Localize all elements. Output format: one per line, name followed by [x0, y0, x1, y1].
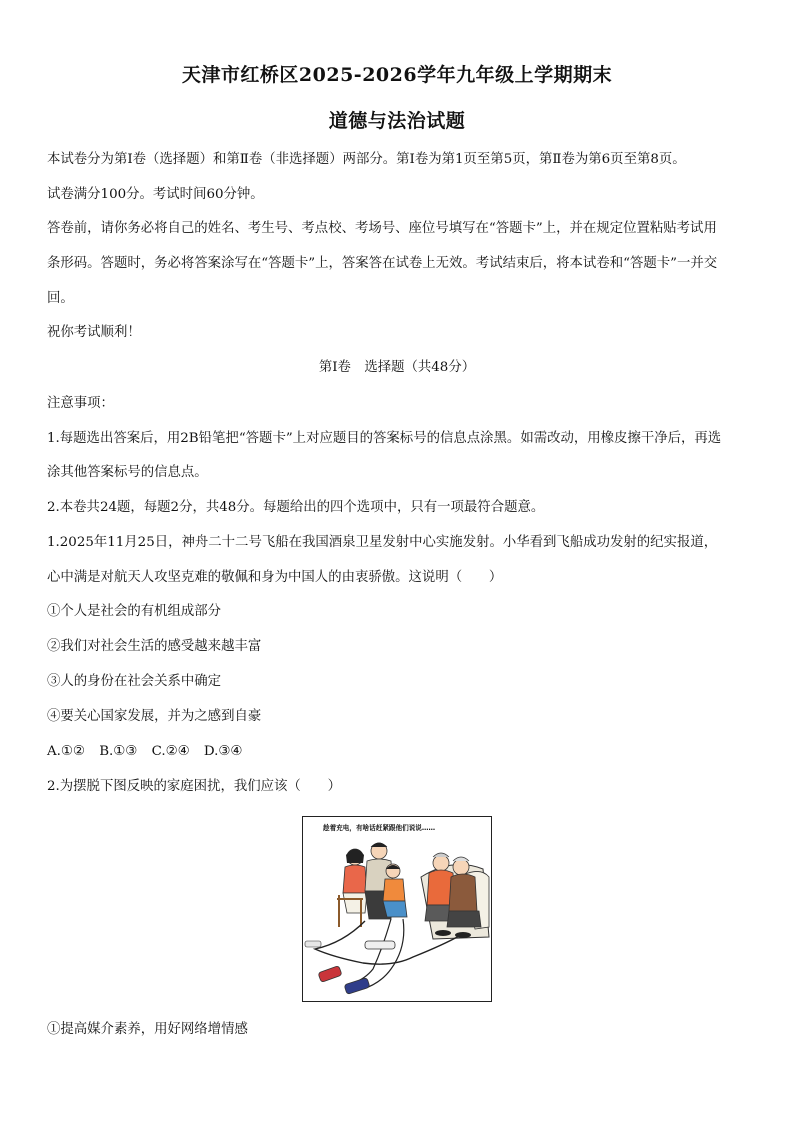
family-cartoon: [302, 816, 492, 1002]
exam-title: 天津市红桥区2025-2026学年九年级上学期期末: [181, 64, 613, 86]
intro-line: 答卷前，请你务必将自己的姓名、考生号、考点校、考场号、座位号填写在“答题卡”上，并在规定位置粘贴考试用: [47, 221, 717, 236]
section-heading: 第Ⅰ卷 选择题（共48分）: [318, 360, 476, 375]
cartoon-drawing: [303, 817, 492, 1002]
notes-label: 注意事项：: [47, 396, 114, 411]
question-1-statement: ③人的身份在社会关系中确定: [47, 674, 222, 689]
question-2-statement: ①提高媒介素养，用好网络增情感: [47, 1022, 248, 1037]
question-1-stem: 1.2025年11月25日，神舟二十二号飞船在我国酒泉卫星发射中心实施发射。小华看到飞船成功发射的纪实报道，: [47, 535, 718, 550]
question-1-statement: ①个人是社会的有机组成部分: [47, 604, 222, 619]
question-1-options: [47, 743, 757, 761]
note-line: 2.本卷共24题，每题2分，共48分。每题给出的四个选项中，只有一项最符合题意。: [47, 500, 545, 515]
note-line: 涂其他答案标号的信息点。: [47, 465, 208, 480]
note-line: 1.每题选出答案后，用2B铅笔把“答题卡”上对应题目的答案标号的信息点涂黑。如需改动，用橡皮擦干净后，再选: [47, 431, 722, 446]
question-1-statement: ②我们对社会生活的感受越来越丰富: [47, 639, 262, 654]
option-a: A.①②: [47, 744, 85, 759]
question-1-stem: 心中满是对航天人攻坚克难的敬佩和身为中国人的由衷骄傲。这说明（ ）: [47, 570, 503, 585]
intro-line: 本试卷分为第Ⅰ卷（选择题）和第Ⅱ卷（非选择题）两部分。第Ⅰ卷为第1页至第5页，第Ⅱ卷为第6页至第8页。: [47, 152, 686, 167]
option-d: D.③④: [203, 744, 243, 759]
question-2-stem: 2.为摆脱下图反映的家庭困扰，我们应该（ ）: [47, 779, 341, 794]
option-c: C.②④: [151, 744, 190, 759]
intro-line: 回。: [47, 291, 74, 306]
option-b: B.①③: [99, 744, 138, 759]
cartoon-caption: 趁着充电，有啥话赶紧跟他们说说……: [323, 824, 436, 832]
exam-subtitle: 道德与法治试题: [328, 110, 466, 132]
intro-line: 试卷满分100分。考试时间60分钟。: [47, 187, 264, 202]
good-luck-text: 祝你考试顺利！: [47, 325, 141, 340]
question-1-statement: ④要关心国家发展，并为之感到自豪: [47, 709, 262, 724]
intro-line: 条形码。答题时，务必将答案涂写在“答题卡”上，答案答在试卷上无效。考试结束后，将本试卷和“答题卡”一并交: [47, 256, 718, 271]
